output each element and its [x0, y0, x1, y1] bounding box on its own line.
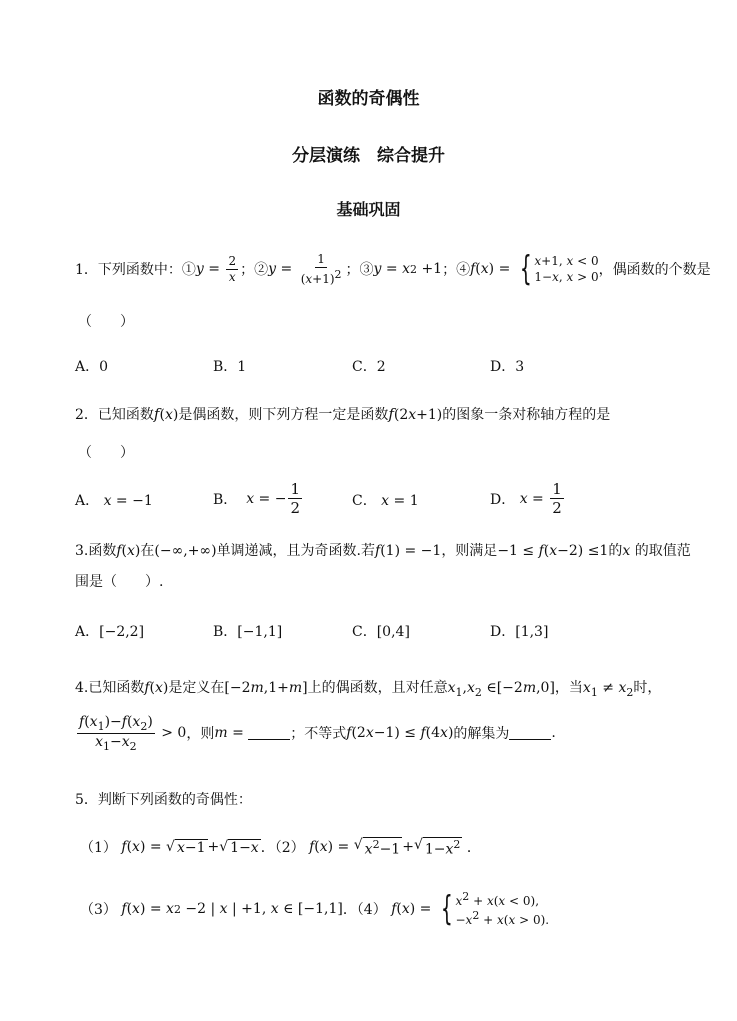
q5-part-3-4: （3） f ( x ) = x 2 −2 | x | +1, x ∈ [−1,1] ．（4） f ( x ) = { $x^2 + x(x < 0)$, $-x^2 + x(x > 0)$.: [80, 889, 550, 930]
page-title: 函数的奇偶性: [317, 89, 420, 109]
q3-option-c: C．[0,4]: [352, 624, 410, 640]
q5-p2-end: ．: [466, 840, 481, 857]
q3-mid3: ，则满足: [441, 543, 498, 559]
q1-option-c: C．2: [352, 359, 386, 375]
q1-sep4: ；④: [442, 262, 471, 278]
q1-option-b: B．1: [213, 359, 247, 375]
q4-tail: 时，: [633, 680, 662, 696]
q5-p4: ．（4）: [342, 902, 387, 919]
q2-option-d: D． x = $\frac{1}{2}$: [490, 480, 562, 517]
q1-option-d: D．3: [490, 359, 525, 375]
q4-mid3: ，当: [554, 680, 583, 696]
q2-option-a: A． x = −1: [75, 493, 153, 509]
q3-lead: 3.函数: [75, 543, 117, 559]
section-title: 基础巩固: [336, 200, 401, 219]
question-1-stem: 1．下列函数中：① y = $\frac{2}{x}$ ；② y = $\frac{1}{(x+1)^2}$ ；③ y = x 2 +1 ；④ f ( x ) = { x+1, x < 0 1−x, x > 0 ，偶函数的个数是: [75, 249, 711, 289]
question-4-condition: $\frac{f(x_1)-f(x_2)}{x_1-x_2}$ > 0 ，则 m = ；不等式 f (2 x −1) ≤ f (4 x ) 的解集为 .: [79, 714, 556, 753]
q3-tail: 的取值范: [634, 543, 691, 559]
q3-mid1: 在: [140, 543, 155, 559]
q4-end: .: [551, 725, 556, 742]
q2-option-b: B． x = − $\frac{1}{2}$: [213, 480, 301, 517]
question-3-stem: 3.函数f(x)在(−∞,+∞)单调递减，且为奇函数.若f(1) = −1，则满足−1 ≤ f(x−2) ≤1的x 的取值范: [75, 543, 691, 559]
q4-mid5: ；不等式: [290, 726, 347, 743]
q4-answer-blank-2[interactable]: [509, 727, 551, 740]
q5-p1: （1）: [80, 840, 117, 857]
q2-mid: 是偶函数，则下列方程一定是函数: [178, 407, 389, 423]
question-5-stem: 5．判断下列函数的奇偶性：: [75, 792, 252, 808]
q4-mid4: ，则: [186, 726, 215, 743]
q5-p2: ．（2）: [260, 840, 305, 857]
q3-mid2: 单调递减，且为奇函数.若: [216, 543, 376, 559]
q1-tail: ，偶函数的个数是: [598, 262, 711, 278]
q2-paren: （ ）: [78, 445, 134, 461]
q3-line2: 围是（ ）.: [75, 574, 164, 590]
q2-tail: 的图象一条对称轴方程的是: [442, 407, 611, 423]
q3-option-d: D．[1,3]: [490, 624, 549, 640]
q1-lead: 1．下列函数中：①: [75, 262, 196, 278]
q4-answer-blank-1[interactable]: [248, 727, 290, 740]
q4-mid6: 的解集为: [453, 726, 510, 743]
q1-option-a: A．0: [75, 359, 109, 375]
q2-lead: 2．已知函数: [75, 407, 154, 423]
question-2-stem: 2．已知函数f(x)是偶函数，则下列方程一定是函数f(2x+1)的图象一条对称轴方程的是: [75, 405, 611, 423]
q1-sep3: ；③: [345, 262, 374, 278]
q3-mid4: 的: [608, 543, 623, 559]
page-subtitle: 分层演练 综合提升: [292, 146, 445, 166]
q5-p3: （3）: [80, 902, 117, 919]
q2-option-c: C． x = 1: [352, 493, 419, 509]
q1-sep2: ；②: [240, 262, 269, 278]
q4-mid1: 是定义在: [168, 680, 225, 696]
q4-mid2: 上的偶函数，且对任意: [307, 680, 448, 696]
q3-option-a: A．[−2,2]: [75, 624, 145, 640]
q5-part-1-2: （1） f ( x ) = √ x−1 + √ 1−x ．（2） f ( x ) = √ $x^2-1$ + √ $1-x^2$ ．: [80, 837, 481, 858]
q1-paren: （ ）: [78, 314, 134, 330]
question-4-stem: 4.已知函数f(x)是定义在[−2m,1+m]上的偶函数，且对任意$x_1,x_2$ ∈[−2m,0]，当$x_1 \ne x_2$时，: [75, 680, 662, 699]
q3-option-b: B．[−1,1]: [213, 624, 283, 640]
q4-lead: 4.已知函数: [75, 680, 145, 696]
